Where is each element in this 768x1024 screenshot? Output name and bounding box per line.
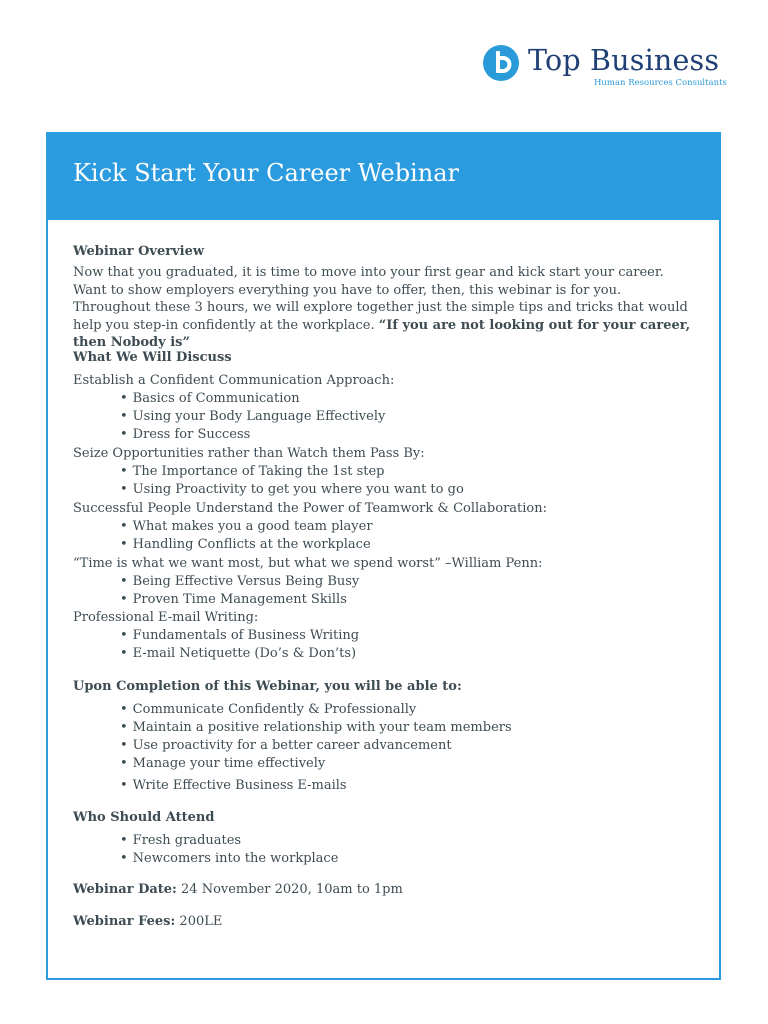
topic-title: Establish a Confident Communication Approach: — [73, 373, 395, 388]
topic-item: • Fundamentals of Business Writing — [120, 627, 359, 644]
fees-label: Webinar Fees: — [73, 914, 176, 929]
date-value: 24 November 2020, 10am to 1pm — [181, 882, 403, 897]
completion-item: • Use proactivity for a better career advancement — [120, 737, 452, 754]
company-name: Top Business — [528, 44, 720, 77]
topic-item: • Using Proactivity to get you where you want to go — [120, 481, 464, 498]
date-label: Webinar Date: — [73, 882, 177, 897]
page-title: Kick Start Your Career Webinar — [73, 159, 459, 187]
completion-item: • Communicate Confidently & Professionally — [120, 701, 416, 718]
topic-item: • Using your Body Language Effectively — [120, 408, 385, 425]
completion-heading: Upon Completion of this Webinar, you will be able to: — [73, 679, 462, 694]
logo-icon — [482, 44, 520, 82]
company-tagline: Human Resources Consultants — [594, 78, 727, 88]
attend-heading: Who Should Attend — [73, 810, 215, 825]
completion-item: • Manage your time effectively — [120, 755, 325, 772]
topic-title: Professional E-mail Writing: — [73, 610, 259, 625]
topic-item: • Handling Conflicts at the workplace — [120, 536, 371, 553]
topic-item: • Basics of Communication — [120, 390, 300, 407]
topic-title: “Time is what we want most, but what we spend worst” –William Penn: — [73, 556, 543, 571]
topic-item: • What makes you a good team player — [120, 518, 373, 535]
attend-item: • Fresh graduates — [120, 832, 241, 849]
topic-item: • The Importance of Taking the 1st step — [120, 463, 385, 480]
topic-item: • Dress for Success — [120, 426, 250, 443]
topic-item: • E-mail Netiquette (Do’s & Don’ts) — [120, 645, 356, 662]
topic-item: • Proven Time Management Skills — [120, 591, 347, 608]
completion-item: • Maintain a positive relationship with your team members — [120, 719, 512, 736]
overview-text: Now that you graduated, it is time to move into your first gear and kick start your career. Want to show employers everything you have to offer, then, this webinar is for you. Throughout these 3 hours, we will explore together just the simple tips and tricks that would help you step-in confidently at the workplace. — [73, 265, 688, 333]
overview-paragraph — [73, 264, 693, 352]
discuss-heading: What We Will Discuss — [73, 350, 232, 365]
topic-title: Seize Opportunities rather than Watch them Pass By: — [73, 446, 425, 461]
company-logo — [482, 42, 732, 92]
webinar-date — [73, 881, 403, 898]
topic-title: Successful People Understand the Power of Teamwork & Collaboration: — [73, 501, 548, 516]
title-banner — [48, 134, 719, 220]
completion-item: • Write Effective Business E-mails — [120, 777, 347, 794]
webinar-fees — [73, 913, 222, 930]
topic-item: • Being Effective Versus Being Busy — [120, 573, 359, 590]
webinar-card — [46, 132, 721, 980]
overview-heading: Webinar Overview — [73, 244, 205, 259]
attend-item: • Newcomers into the workplace — [120, 850, 338, 867]
overview-quote: “If you are not looking out for your career, then Nobody is” — [73, 317, 691, 350]
fees-value: 200LE — [179, 914, 223, 929]
